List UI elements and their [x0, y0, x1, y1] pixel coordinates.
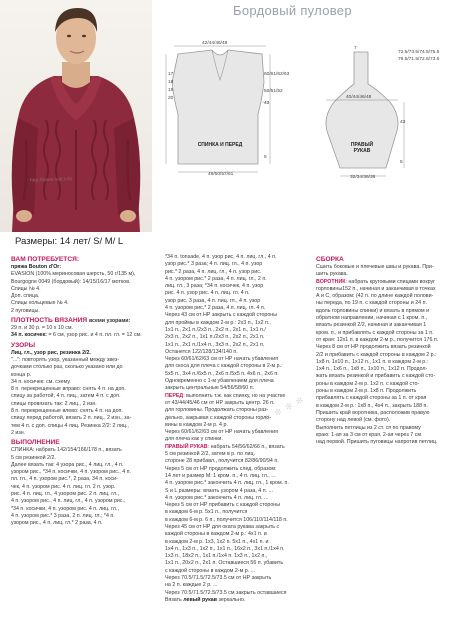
front-length-measure: 43	[264, 101, 270, 106]
instruction-text: 5 см резинкой 2/2.	[11, 454, 56, 461]
front-top-width: 42/44/46/48	[202, 41, 228, 46]
pattern-text: 34 п. косичек: см. схему.	[11, 378, 71, 385]
instruction-text: Через 5 см от НР прибавить с каждой стороны	[165, 502, 281, 509]
instruction-text: Пришить край воротника, расположив правую	[316, 409, 430, 416]
instruction-text: *34 п. tonsade, 4 п. узор рис, 4 п. лиц. гл., 4 п.	[165, 254, 277, 260]
instruction-text: рис.* 2 раза, 4 п. лиц. гл., 4 п. узор рис.	[165, 268, 262, 275]
instruction-text: S и L размеры: вязать узором 4 раза, 4 п. ...	[165, 487, 273, 494]
pattern-text: спицу перед работой, вязать 2 п. лиц., 2 изн., за-	[11, 415, 132, 422]
instruction-text: роны в каждом 2-м р. 1х2 п. с каждой сто-	[316, 380, 420, 387]
pattern-text: конца р.	[11, 371, 32, 378]
sleeve-shoulder-width: 40/44/46/48	[346, 95, 372, 100]
instruction-text: Через 8 см от НР продолжить вязать резинкой	[316, 344, 431, 351]
sizes-line: Размеры: 14 лет/ S/ M/ L	[15, 236, 124, 247]
instruction-text: 4 п. узором рис.* закончить 4 п. лиц. гл. ...	[165, 494, 269, 501]
pattern-text: 8 п. перекрещенные вправо: снять 4 п. на доп.	[11, 386, 126, 393]
page-title: Бордовый пуловер	[233, 3, 352, 18]
sleeve-top-width: 7	[354, 46, 357, 51]
density-heading: ПЛОТНОСТЬ ВЯЗАНИЯ всеми узорами:	[11, 317, 131, 325]
pattern-list: Лиц. гл., узор рис, резинка 2/2.	[11, 349, 91, 356]
instruction-text: для плеча как у спинки.	[165, 436, 223, 443]
instruction-text: горловины152 п., начиная и заканчивая в точках	[316, 285, 436, 292]
instruction-text: с каждой стороны в каждом 2-м р. ...	[165, 567, 256, 574]
instruction-text: каждой стороны в каждом 2-м р.: 4х1 п. и	[165, 531, 267, 538]
instruction-text: 4 п. узором рис., 4 п. лиц. гл., 4 п. узором рис.,	[11, 498, 126, 505]
instruction-text: жать вязать резинкой и прибавить с каждой сто-	[316, 373, 436, 380]
sleeve-cap-measure-2: 79.5/71.5/72.5/73.5	[398, 57, 440, 62]
pattern-text: спицы провязать так: 2 лиц., 2 изн.	[11, 400, 97, 407]
front-back-schematic	[158, 40, 296, 180]
instruction-text: 1х1 п., 20х2 п., 2х1 п. Оставшиеся 56 п. убавить	[165, 560, 284, 567]
sleeve-schematic	[316, 44, 410, 182]
instruction-text: Сшить боковые и плечевые швы и рукава. При-	[316, 264, 434, 270]
instruction-text: Через 70.5/71.5/72.5/73.5 см закрыть оставшиеся	[165, 589, 287, 596]
instruction-text: обратном направлении, начиная с 1 кром. п.,	[316, 315, 428, 322]
instruction-text: Выполнить петлицы из 2 ст. сп по правому	[316, 424, 421, 431]
instruction-text: Через 60/61/62/63 см от НР начать убавления	[165, 429, 278, 436]
buttons-line: 2 пуговицы.	[11, 307, 40, 314]
instruction-text: 1х3 п., 18х2 п., 1х1 п./1х4 п. 1х3 п., 1х2 п.,	[165, 553, 268, 560]
pattern-text: "...": повторять узор, указанный между звез-	[11, 356, 120, 363]
photo-watermark: http://www.reifr.info	[29, 176, 73, 184]
instruction-text: узором рис., *34 п. косички, 4 п. узором рис., 4 п.	[11, 469, 132, 476]
density-line-2: 34 п. косичек: = 6 см, узор рис. и 4 п. пл. гл. = 12 см.	[11, 332, 142, 339]
instruction-text: 2/2 и прибавить с каждой стороны в каждом 2 р.:	[316, 351, 437, 358]
front-side-label-1: 17	[168, 72, 174, 77]
instruction-text: для проймы в каждом 2-м р.: 2х3 п., 1х2 п.,	[165, 319, 271, 326]
instruction-text: прибавлять с каждой стороны за 1 п. от края	[316, 395, 427, 402]
instruction-text: шить рукава.	[316, 271, 348, 278]
front-mid-measure: 50/51/52	[264, 89, 283, 94]
density-line-1: 29 п. и 30 р. = 10 х 10 см.	[11, 325, 74, 332]
pattern-text: спицу за работой, 4 п. лиц., затем 4 п. с доп.	[11, 393, 121, 400]
instruction-text: закрыть центральные 54/56/58/60 п.	[165, 385, 255, 392]
instruction-text: 4 п. узором рис.* 2 раза, 4 п. лиц. гл., 2 п.	[165, 275, 267, 282]
materials-heading: ВАМ ПОТРЕБУЕТСЯ:	[11, 256, 80, 263]
front-armhole-measure: 60/61/62/63	[264, 72, 290, 77]
instruction-text: 14 лет и размер M: 1 кром. п., 4 п. лиц. гл., ...	[165, 472, 276, 479]
instruction-text: от 43/44/45/46 см от НР закрыть центр. 26 п.	[165, 399, 275, 406]
instruction-text: вины в каждом 2-м р. 4 р.	[165, 421, 228, 428]
patterns-heading: УЗОРЫ	[11, 341, 36, 349]
instruction-text: 5 см резинкой 2/2, затем в р. по лиц.	[165, 451, 256, 458]
instruction-text: пл. гл., 4 п. узором рис.*, 2 раза, 34 п. коси-	[11, 476, 118, 483]
yarn-color-amount: Bourgogne 0049 (бордовый): 14/15/16/17 мотков.	[11, 278, 131, 285]
instruction-text: *34 п. косички, 4 п. узором рис. 4 п. лиц. гл.,	[11, 505, 119, 512]
column-back-front-sleeve	[165, 254, 307, 604]
extra-needle-line: Доп. спица.	[11, 293, 40, 300]
front-bottom-width: 49/50/57/61	[208, 172, 234, 177]
yarn-composition: EVASION (100% мериносовая шерсть, 50 г/135 м),	[11, 271, 136, 278]
instruction-text: Одновременно с 1-м убавлением для плеча	[165, 378, 274, 385]
instruction-text: 1х1 п., 2х1 п./1х4 п., 3х3 п., 2х2 п., 2х1 п.	[165, 341, 265, 348]
man-in-sweater-image	[0, 0, 152, 232]
instruction-text: 1х1 п., 2х1 п./2х3 п., 2х2 п., 2х1 п., 1х1 п./	[165, 326, 266, 333]
instruction-text: 1х4 п., 1х6 п., 1х8 п., 1х10 п., 1х12 п. Продол-	[316, 366, 428, 373]
pattern-text: 2 изн.	[11, 429, 26, 436]
assembly-heading: СБОРКА	[316, 256, 344, 263]
pattern-text: дочками столько раз, сколько указано или до	[11, 364, 123, 371]
instruction-text: на 2 п. каждые 2 р. ...	[165, 582, 218, 589]
instruction-text: 1х4 п., 1х3 п., 1х2 п., 1х1 п., 16х2 п., 3х1 п./1х4 п.	[165, 545, 285, 552]
right-sleeve-section: ПРАВЫЙ РУКАВ: набрать 54/56/62/66 п., вязать	[165, 443, 285, 450]
instruction-text: сторону над левой (см. фото).	[316, 417, 391, 424]
front-side-label-3: 19	[168, 88, 174, 93]
instruction-text: над первой. Пришить пуговицы напротив петлиц.	[316, 439, 438, 446]
execution-heading: ВЫПОЛНЕНИЕ	[11, 439, 60, 447]
instruction-text: узор рис. 3 раза, 4 п. лиц. гл., 4 п. узор	[165, 297, 261, 304]
instruction-text: 5х5 п., 3х4 п./6х5 п., 2х6 п./5х5 п. 4х6 п., 2х6 п.	[165, 370, 279, 377]
instruction-text: рис. 4 п. узор рис. 4 п. лиц. гл. 4 п.	[165, 290, 250, 297]
pattern-text: тем 4 п. с доп. спицы 4 лиц. Резинка 2/2: 2 лиц.,	[11, 422, 129, 429]
sleeve-panel-label: ПРАВЫЙ РУКАВ	[350, 142, 374, 154]
instruction-text: чек, 4 п. узором рис. 4 п. лиц. гл. 2 п. узор.	[11, 483, 116, 490]
collar-section: ВОРОТНИК: набрать круговыми спицами вокруг	[316, 278, 436, 285]
sleeve-bottom-width: 32/34/36/38	[350, 175, 376, 180]
instruction-text: в каждом 6-м р. 6 п., получится 106/110/114/118 п.	[165, 516, 288, 523]
front-side-label-2: 18	[168, 80, 174, 85]
instruction-text: в каждом 6-м р. 5х1 п., получится	[165, 509, 248, 516]
instruction-text: 4 п. узором рис.* 2 раза, 4 п. лиц. гл. 4 п.	[165, 305, 266, 312]
instruction-text: А и С, образом: (42 п. по длине каждой полови-	[316, 293, 434, 300]
sleeve-cuff-height: 5	[400, 160, 403, 165]
yarn-brand: пряжа Bouton d'Or:	[11, 264, 62, 270]
pattern-text: 8 п. перекрещенные влево: снять 4 п. на доп.	[11, 408, 123, 415]
instruction-text: Через 60/61/62/63 см от НР начать убавления	[165, 356, 278, 363]
instruction-text: 1х8 п. 1х10 п., 1х12 п., 1х1 п. в каждом 2-м р.:	[316, 358, 429, 365]
front-side-label-4: 20	[168, 96, 174, 101]
instruction-text: от края: 12х1 п. в каждом 2-м р., получится 176 п.	[316, 336, 439, 343]
instruction-text: дельно, закрывая с каждой стороны горло-	[165, 414, 271, 421]
sleeve-cap-measure-1: 72.5/73.5/74.5/75.5	[398, 50, 440, 55]
instruction-text: в каждом 2-м р. 1х3, 1х2 п. 5х1 п., 4х1 п. и	[165, 538, 269, 545]
instruction-text: Останется 122/128/134/140 п.	[165, 348, 238, 355]
instruction-text: роны в каждом 2-м р. 1х8 п. Продолжить	[316, 388, 417, 395]
front-panel-label: СПИНКА И ПЕРЕД	[197, 142, 243, 148]
left-sleeve-note: Вязать левый рукав зеркально.	[165, 596, 246, 603]
instruction-text: Далее вязать так: 4 узора рис., 4 лиц. гл., 4 п.	[11, 461, 124, 468]
instruction-text: вдоль горловины спинки) и вязать в прямом и	[316, 307, 430, 314]
instruction-text: ны переда, по 19 п. с каждой стороны и 24 п.	[316, 300, 427, 307]
instruction-text: Через 45 см от НР для оката рукава закрыть с	[165, 523, 280, 530]
instruction-text: Через 43 см от НР закрыть с каждой стороны	[165, 312, 278, 319]
front-section: ПЕРЕД: выполнить т.ж. как спинку, но на участке	[165, 392, 286, 399]
instruction-text: для скоса для плеча с каждой стороны в 2-м р.:	[165, 363, 283, 370]
instruction-text: 4 п. узором рис.* 3 раза, 2 п. лиц. гл.; *4 п.	[11, 512, 115, 519]
model-photo	[0, 0, 152, 232]
column-materials-patterns	[11, 254, 157, 528]
instruction-text: вязать резинкой 2/2, начиная и заканчивая 1	[316, 322, 427, 329]
instruction-text: узор рис.* 3 раза; 4 п. лиц. гл., 4 п. узор	[165, 261, 263, 268]
instruction-text: в каждом 2-м р.: 1х8 п., 4х4 п., закрыть 188 п.	[316, 402, 428, 409]
front-bottom-side: 5	[264, 155, 267, 160]
instruction-text: стороне 28 прибавл., получится 82/86/90/94 п.	[165, 458, 279, 465]
column-assembly-collar	[316, 254, 456, 446]
instruction-text: краю: 1-ая за 3 см от края, 2-ая через 7 см	[316, 431, 421, 438]
page-watermark: ✻ ✻ ✻ ✻	[262, 394, 307, 424]
instruction-text: СПИНКА: набрать 142/154/166/178 п., вязать	[11, 447, 122, 454]
instruction-text: 4 п. узором рис.* закончить 4 п. лиц. гл., 1 кром. п.	[165, 480, 289, 487]
circular-needles-line: Спицы кольцевые № 4.	[11, 300, 69, 307]
instruction-text: Через 5 см от НР продолжить след. образом:	[165, 465, 277, 472]
needles-line: Спицы № 4.	[11, 285, 41, 292]
instruction-text: узором рис., 4 п. лиц. гл.* 2 раза, 4 п.	[11, 520, 103, 527]
instruction-text: лиц. гл., 3 раза; *34 п. косичек, 4 п. узор	[165, 283, 264, 290]
sleeve-length-measure: 43	[400, 120, 406, 125]
instruction-text: 2х3 п., 2х2 п., 1х1 п./2х3 п., 2х2 п., 2х1 п.	[165, 334, 265, 341]
instruction-text: Через 70.5/71.5/72.5/73.5 см от НР закрыть	[165, 575, 272, 582]
instruction-text: кром. п., и прибавлять с каждой стороны за 1 п.	[316, 329, 434, 336]
instruction-text: рис. 4 п. лиц. гл., 4 узором рис. 2 п. лиц. гл.,	[11, 491, 120, 498]
instruction-text: для горловины. Продолжать стороны раз-	[165, 407, 269, 414]
